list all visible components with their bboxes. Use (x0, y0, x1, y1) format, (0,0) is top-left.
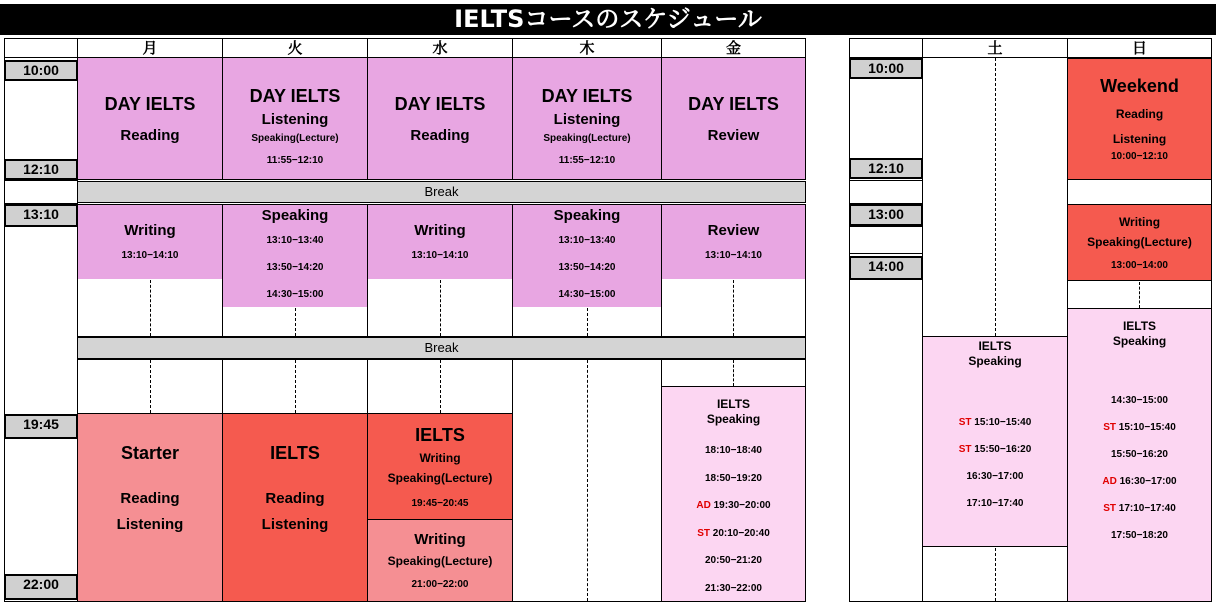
class-time: 13:10−14:10 (121, 250, 179, 261)
time-slot (923, 436, 1067, 463)
class-subject: Reading (410, 126, 470, 144)
class-title: Review (707, 222, 760, 239)
class-time: 14:30−15:00 (558, 288, 616, 300)
slot-time: 14:30−15:00 (1111, 395, 1168, 406)
class-title: Writing (414, 530, 466, 548)
class-time: 13:50−14:20 (558, 261, 616, 273)
time-spacer (849, 180, 923, 204)
class-subject: Review (707, 126, 760, 144)
slot-time: 15:50−16:20 (974, 444, 1032, 455)
slot-time: 21:30−22:00 (705, 582, 762, 594)
mon-evening-block (77, 413, 223, 602)
divider (733, 280, 734, 336)
time-slot (662, 437, 805, 465)
class-title: IELTS (716, 397, 751, 411)
slot-time: 16:30−17:00 (966, 471, 1024, 482)
time-label: 12:10 (4, 159, 78, 180)
class-title: DAY IELTS (541, 85, 633, 106)
slot-tag: ST (1103, 503, 1119, 514)
class-title: Weekend (1100, 76, 1179, 96)
header-mon: 月 (77, 38, 223, 58)
time-slot (1068, 522, 1211, 549)
slot-time: 20:50−21:20 (705, 555, 762, 566)
time-slot (1068, 468, 1211, 495)
slot-time: 15:50−16:20 (1111, 449, 1168, 460)
class-subject: Speaking(Lecture) (1087, 234, 1192, 249)
time-slot (662, 520, 805, 548)
slot-tag: ST (1103, 422, 1119, 433)
tue-afternoon-block (223, 205, 367, 307)
time-label: 13:10 (4, 204, 78, 227)
fri-afternoon-block (662, 205, 805, 279)
class-time: 19:45−20:45 (411, 497, 469, 509)
class-subject: Reading (120, 126, 180, 144)
class-title: DAY IELTS (394, 93, 486, 114)
class-title: IELTS (978, 339, 1012, 353)
class-title: DAY IELTS (249, 85, 341, 106)
time-label: 10:00 (849, 58, 923, 79)
time-label: 14:00 (849, 256, 923, 280)
class-subject: Reading (120, 489, 180, 507)
header-corner (849, 38, 923, 58)
class-subject: Listening (553, 110, 621, 128)
divider (587, 360, 588, 601)
time-slot (662, 492, 805, 520)
time-slot (662, 575, 805, 603)
break-row: Break (77, 181, 806, 203)
mon-morning-block (77, 57, 223, 180)
class-title: Speaking (706, 412, 761, 426)
time-label: 10:00 (4, 60, 78, 81)
time-label: 22:00 (4, 574, 78, 600)
sun-morning-block (1067, 58, 1212, 180)
time-label: 13:00 (849, 204, 923, 226)
time-slot (923, 463, 1067, 490)
slot-tag: ST (958, 417, 975, 428)
slot-tag: AD (696, 500, 714, 511)
divider (733, 360, 734, 386)
class-title: IELTS (1122, 319, 1157, 333)
divider (295, 308, 296, 336)
divider (440, 280, 441, 336)
time-slot (1068, 441, 1211, 468)
time-column (4, 57, 78, 602)
sun-speaking-block (1067, 308, 1212, 602)
class-time: 13:10−14:10 (705, 250, 762, 261)
class-subject: Writing (419, 450, 461, 465)
class-subject: Reading (1115, 107, 1164, 121)
class-title: DAY IELTS (104, 93, 196, 114)
class-title: Starter (120, 442, 180, 463)
class-title: Speaking (553, 206, 621, 224)
header-sat: 土 (922, 38, 1068, 58)
divider (995, 548, 996, 601)
header-fri: 金 (661, 38, 806, 58)
slot-list (662, 437, 805, 602)
divider (150, 360, 151, 413)
time-slot (662, 547, 805, 575)
time-slot (1068, 495, 1211, 522)
sun-afternoon-block (1067, 204, 1212, 281)
class-time: 13:10−14:10 (411, 250, 469, 261)
divider (440, 360, 441, 413)
class-subject: Listening (261, 110, 329, 128)
class-title: Writing (414, 222, 466, 239)
class-subject: Reading (265, 489, 325, 507)
slot-tag: AD (1102, 476, 1120, 487)
header-corner (4, 38, 78, 58)
class-subject: Listening (261, 515, 329, 533)
time-slot (923, 409, 1067, 436)
mon-afternoon-block (78, 205, 222, 279)
slot-tag: ST (958, 444, 975, 455)
time-label: 19:45 (4, 414, 78, 439)
class-title: IELTS (270, 442, 320, 463)
slot-time: 17:50−18:20 (1111, 530, 1168, 541)
wed-morning-block (367, 57, 513, 180)
class-time: 21:00−22:00 (411, 578, 469, 590)
thu-afternoon-block (513, 205, 661, 307)
fri-evening-speaking (661, 386, 806, 602)
header-thu: 木 (512, 38, 662, 58)
time-label: 12:10 (849, 158, 923, 179)
fri-morning-block (661, 57, 806, 180)
page-title: IELTSコースのスケジュール (0, 4, 1216, 35)
class-title: Speaking (1112, 334, 1167, 348)
time-spacer (4, 180, 78, 204)
class-title: IELTS (415, 424, 465, 445)
slot-time: 18:10−18:40 (705, 445, 762, 456)
class-subject: Speaking(Lecture) (543, 132, 631, 144)
class-time: 11:55−12:10 (558, 154, 616, 166)
class-title: Writing (124, 222, 176, 239)
class-subject: Speaking(Lecture) (387, 470, 493, 485)
wed-evening-block-a (367, 413, 513, 520)
class-time: 13:10−13:40 (558, 234, 616, 246)
slot-time: 20:10−20:40 (712, 527, 770, 539)
time-slot (662, 465, 805, 493)
wed-afternoon-block (368, 205, 512, 279)
divider (995, 58, 996, 336)
class-subject: Writing (1118, 214, 1161, 229)
class-time: 13:00−14:00 (1111, 259, 1168, 271)
class-time: 13:10−13:40 (266, 234, 324, 246)
slot-time: 16:30−17:00 (1119, 476, 1177, 487)
sat-speaking-block (922, 336, 1068, 547)
slot-time: 17:10−17:40 (1118, 503, 1176, 514)
slot-time: 19:30−20:00 (713, 500, 771, 511)
time-slot (923, 490, 1067, 517)
slot-time: 18:50−19:20 (705, 472, 762, 484)
class-time: 10:00−12:10 (1111, 151, 1168, 162)
slot-list (1068, 387, 1211, 549)
time-spacer (849, 226, 923, 254)
thu-morning-block (512, 57, 662, 180)
class-subject: Speaking(Lecture) (387, 553, 493, 568)
slot-time: 17:10−17:40 (966, 498, 1024, 509)
class-title: Speaking (968, 354, 1022, 368)
divider (295, 360, 296, 413)
header-tue: 火 (222, 38, 368, 58)
wed-evening-block-b (367, 519, 513, 602)
class-time: 11:55−12:10 (266, 154, 324, 166)
tue-evening-block (222, 413, 368, 602)
class-subject: Listening (1112, 132, 1167, 146)
slot-tag: ST (697, 527, 713, 539)
class-subject: Listening (116, 515, 184, 533)
divider (587, 308, 588, 336)
slot-time: 15:10−15:40 (974, 417, 1032, 428)
class-title: Speaking (261, 206, 329, 224)
time-column (849, 57, 923, 602)
slot-list (923, 409, 1067, 517)
header-sun: 日 (1067, 38, 1212, 58)
break-row: Break (77, 337, 806, 359)
class-subject: Speaking(Lecture) (251, 132, 339, 144)
class-time: 13:50−14:20 (266, 261, 324, 273)
tue-morning-block (222, 57, 368, 180)
slot-time: 15:10−15:40 (1118, 422, 1176, 433)
time-slot (1068, 387, 1211, 414)
time-slot (1068, 414, 1211, 441)
divider (1139, 282, 1140, 308)
header-wed: 水 (367, 38, 513, 58)
divider (150, 280, 151, 336)
class-title: DAY IELTS (688, 93, 779, 114)
class-time: 14:30−15:00 (266, 288, 324, 300)
